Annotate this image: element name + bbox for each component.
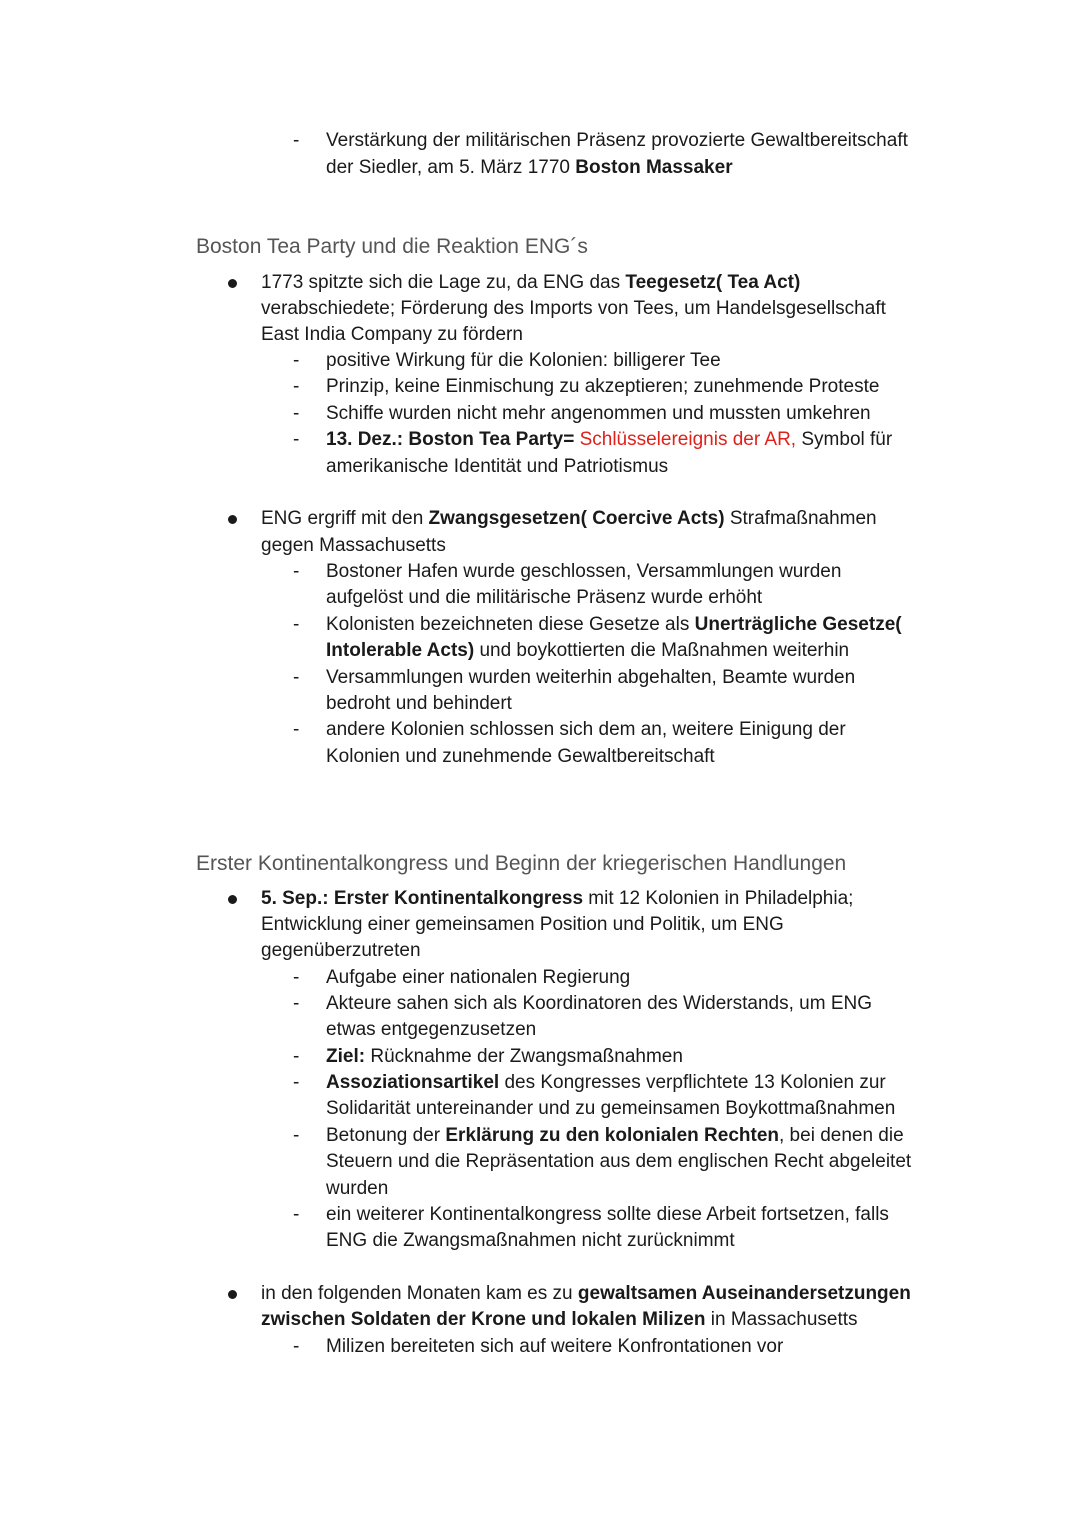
list-item: Betonung der Erklärung zu den kolonialen Rechten, bei denen die xyxy=(326,1125,904,1146)
list-item: positive Wirkung für die Kolonien: billigerer Tee xyxy=(326,350,721,371)
bullet-marker xyxy=(228,515,237,524)
list-item: andere Kolonien schlossen sich dem an, weitere Einigung der xyxy=(326,719,846,740)
list-item: Verstärkung der militärischen Präsenz provozierte Gewaltbereitschaft xyxy=(326,130,908,151)
dash-marker: - xyxy=(293,350,300,371)
dash-marker: - xyxy=(293,993,300,1014)
list-item: 1773 spitzte sich die Lage zu, da ENG das Teegesetz( Tea Act) xyxy=(261,272,801,293)
dash-marker: - xyxy=(293,376,300,397)
list-item: der Siedler, am 5. März 1770 Boston Massaker xyxy=(326,157,733,178)
section-heading: Boston Tea Party und die Reaktion ENG´s xyxy=(196,235,588,258)
list-item: Prinzip, keine Einmischung zu akzeptieren; zunehmende Proteste xyxy=(326,376,880,397)
list-item: ENG ergriff mit den Zwangsgesetzen( Coercive Acts) Strafmaßnahmen xyxy=(261,508,877,529)
dash-marker: - xyxy=(293,561,300,582)
dash-marker: - xyxy=(293,1072,300,1093)
list-item: Kolonisten bezeichneten diese Gesetze als Unerträgliche Gesetze( xyxy=(326,614,902,635)
dash-marker: - xyxy=(293,1204,300,1225)
dash-marker: - xyxy=(293,667,300,688)
dash-marker: - xyxy=(293,1125,300,1146)
list-item: Bostoner Hafen wurde geschlossen, Versammlungen wurden xyxy=(326,561,842,582)
list-item: 5. Sep.: Erster Kontinentalkongress mit 12 Kolonien in Philadelphia; xyxy=(261,888,854,909)
section-heading: Erster Kontinentalkongress und Beginn der kriegerischen Handlungen xyxy=(196,852,847,875)
dash-marker: - xyxy=(293,403,300,424)
list-item: Akteure sahen sich als Koordinatoren des Widerstands, um ENG xyxy=(326,993,872,1014)
document-page: - Verstärkung der militärischen Präsenz provozierte Gewaltbereitschaft der Siedler, am 5. März 1770 Boston Massaker Boston Tea Party und die Reaktion ENG´s 1773 spitzte sich die Lage zu, da ENG das Teegesetz( Tea Act) verabschiedete; Förderung des Imports von Tees, um Handelsgesellschaft East India Company zu fördern - positive Wirkung für die Kolonien: billigerer Tee - Prinzip, keine Einmischung zu akzeptieren; zunehmende Proteste - Schiffe wurden nicht mehr angenommen und mussten umkehren - 13. Dez.: Boston Tea Party= Schlüsselereignis der AR, Symbol für amerikanische Identität und Patriotismus ENG ergriff mit den Zwangsgesetzen( Coercive Acts) Strafmaßnahmen gegen Massachusetts - Bostoner Hafen wurde geschlossen, Versammlungen wurden aufgelöst und die militärische Präsenz wurde erhöht - Kolonisten bezeichneten diese Gesetze als Unerträgliche Gesetze( Intolerable Acts) und boykottierten die Maßnahmen weiterhin - Versammlungen wurden weiterhin abgehalten, Beamte wurden bedroht und behindert - andere Kolonien schlossen sich dem an, weitere Einigung der Kolonien und zunehmende Gewaltbereitschaft Erster Kontinentalkongress und Beginn der kriegerischen Handlungen 5. Sep.: Erster Kontinentalkongress mit 12 Kolonien in Philadelphia; Entwicklung einer gemeinsamen Position und Politik, um ENG gegenüberzutreten - Aufgabe einer nationalen Regierung - Akteure sahen sich als Koordinatoren des Widerstands, um ENG etwas entgegenzusetzen - Ziel: Rücknahme der Zwangsmaßnahmen - Assoziationsartikel des Kongresses verpflichtete 13 Kolonien zur Solidarität untereinander und zu gemeinsamen Boykottmaßnahmen - Betonung der Erklärung zu den kolonialen Rechten, bei denen die Steuern und die Repräsentation aus dem englischen Recht abgeleitet wurden - ein weiterer Kontinentalkongress sollte diese Arbeit fortsetzen, falls ENG die Zwangsmaßnahmen nicht zurücknimmt in den folgenden Monaten kam es zu gewaltsamen Auseinandersetzungen zwischen Soldaten der Krone und lokalen Milizen in Massachusetts - Milizen bereiteten sich auf weitere Konfrontationen vor xyxy=(0,0,1080,1527)
list-item: in den folgenden Monaten kam es zu gewaltsamen Auseinandersetzungen xyxy=(261,1283,911,1304)
list-item: ein weiterer Kontinentalkongress sollte diese Arbeit fortsetzen, falls xyxy=(326,1204,889,1225)
dash-marker: - xyxy=(293,967,300,988)
dash-marker: - xyxy=(293,1336,300,1357)
highlighted-text: Schlüsselereignis der AR, xyxy=(574,429,797,450)
dash-marker: - xyxy=(293,130,300,151)
list-item: Schiffe wurden nicht mehr angenommen und mussten umkehren xyxy=(326,403,871,424)
list-item: Aufgabe einer nationalen Regierung xyxy=(326,967,631,988)
dash-marker: - xyxy=(293,429,300,450)
dash-marker: - xyxy=(293,719,300,740)
bullet-marker xyxy=(228,895,237,904)
bullet-marker xyxy=(228,279,237,288)
list-item: Milizen bereiteten sich auf weitere Konfrontationen vor xyxy=(326,1336,784,1357)
list-item: 13. Dez.: Boston Tea Party= Schlüsselereignis der AR, Symbol für xyxy=(326,429,893,450)
bullet-marker xyxy=(228,1290,237,1299)
dash-marker: - xyxy=(293,614,300,635)
list-item: Ziel: Rücknahme der Zwangsmaßnahmen xyxy=(326,1046,683,1067)
list-item: Versammlungen wurden weiterhin abgehalten, Beamte wurden xyxy=(326,667,856,688)
list-item: Assoziationsartikel des Kongresses verpflichtete 13 Kolonien zur xyxy=(326,1072,886,1093)
dash-marker: - xyxy=(293,1046,300,1067)
